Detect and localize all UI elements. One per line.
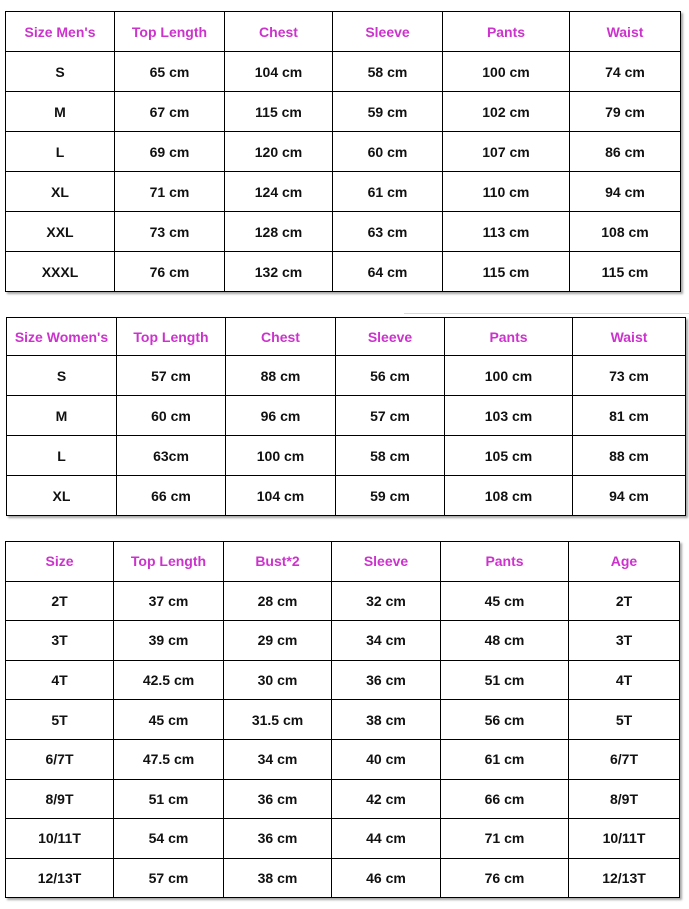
size-label-cell: M <box>6 92 115 132</box>
measurement-cell: 12/13T <box>569 858 680 898</box>
men-size-table <box>5 11 681 292</box>
measurement-cell: 51 cm <box>441 660 569 700</box>
column-header: Pants <box>441 542 569 582</box>
column-header: Size Men's <box>6 12 115 52</box>
measurement-cell: 60 cm <box>117 396 226 436</box>
measurement-cell: 104 cm <box>225 52 333 92</box>
measurement-cell: 73 cm <box>573 356 686 396</box>
header-row <box>6 542 680 582</box>
measurement-cell: 10/11T <box>569 819 680 859</box>
table-row <box>6 52 681 92</box>
measurement-cell: 66 cm <box>441 779 569 819</box>
measurement-cell: 108 cm <box>570 212 681 252</box>
measurement-cell: 30 cm <box>224 660 332 700</box>
measurement-cell: 47.5 cm <box>114 739 224 779</box>
column-header: Sleeve <box>333 12 443 52</box>
column-header: Pants <box>445 318 573 356</box>
measurement-cell: 63 cm <box>333 212 443 252</box>
measurement-cell: 57 cm <box>117 356 226 396</box>
measurement-cell: 115 cm <box>443 252 570 292</box>
measurement-cell: 100 cm <box>443 52 570 92</box>
measurement-cell: 110 cm <box>443 172 570 212</box>
measurement-cell: 36 cm <box>224 819 332 859</box>
column-header: Chest <box>226 318 336 356</box>
column-header: Sleeve <box>336 318 445 356</box>
column-header: Bust*2 <box>224 542 332 582</box>
measurement-cell: 61 cm <box>333 172 443 212</box>
measurement-cell: 132 cm <box>225 252 333 292</box>
measurement-cell: 45 cm <box>114 700 224 740</box>
measurement-cell: 56 cm <box>336 356 445 396</box>
size-label-cell: 10/11T <box>6 819 114 859</box>
size-label-cell: XL <box>7 476 117 516</box>
measurement-cell: 113 cm <box>443 212 570 252</box>
measurement-cell: 57 cm <box>114 858 224 898</box>
column-header: Pants <box>443 12 570 52</box>
measurement-cell: 96 cm <box>226 396 336 436</box>
table-row <box>7 476 686 516</box>
measurement-cell: 76 cm <box>115 252 225 292</box>
size-label-cell: M <box>7 396 117 436</box>
size-label-cell: XL <box>6 172 115 212</box>
column-header: Chest <box>225 12 333 52</box>
size-label-cell: 5T <box>6 700 114 740</box>
measurement-cell: 42.5 cm <box>114 660 224 700</box>
measurement-cell: 71 cm <box>441 819 569 859</box>
measurement-cell: 86 cm <box>570 132 681 172</box>
measurement-cell: 5T <box>569 700 680 740</box>
measurement-cell: 100 cm <box>226 436 336 476</box>
measurement-cell: 102 cm <box>443 92 570 132</box>
measurement-cell: 6/7T <box>569 739 680 779</box>
size-label-cell: 4T <box>6 660 114 700</box>
size-label-cell: 12/13T <box>6 858 114 898</box>
measurement-cell: 40 cm <box>332 739 441 779</box>
measurement-cell: 44 cm <box>332 819 441 859</box>
measurement-cell: 29 cm <box>224 621 332 661</box>
measurement-cell: 36 cm <box>224 779 332 819</box>
size-label-cell: XXXL <box>6 252 115 292</box>
measurement-cell: 59 cm <box>333 92 443 132</box>
measurement-cell: 88 cm <box>573 436 686 476</box>
header-row <box>6 12 681 52</box>
table-row <box>6 660 680 700</box>
measurement-cell: 34 cm <box>332 621 441 661</box>
size-label-cell: S <box>7 356 117 396</box>
size-label-cell: L <box>6 132 115 172</box>
size-label-cell: 8/9T <box>6 779 114 819</box>
header-row <box>7 318 686 356</box>
measurement-cell: 73 cm <box>115 212 225 252</box>
measurement-cell: 2T <box>569 581 680 621</box>
measurement-cell: 61 cm <box>441 739 569 779</box>
measurement-cell: 36 cm <box>332 660 441 700</box>
table-row <box>6 172 681 212</box>
size-label-cell: 3T <box>6 621 114 661</box>
table-row <box>6 700 680 740</box>
measurement-cell: 67 cm <box>115 92 225 132</box>
measurement-cell: 3T <box>569 621 680 661</box>
measurement-cell: 42 cm <box>332 779 441 819</box>
measurement-cell: 74 cm <box>570 52 681 92</box>
measurement-cell: 58 cm <box>336 436 445 476</box>
measurement-cell: 115 cm <box>225 92 333 132</box>
size-label-cell: XXL <box>6 212 115 252</box>
column-header: Top Length <box>117 318 226 356</box>
size-label-cell: 2T <box>6 581 114 621</box>
table-row <box>6 739 680 779</box>
measurement-cell: 94 cm <box>570 172 681 212</box>
column-header: Top Length <box>115 12 225 52</box>
measurement-cell: 100 cm <box>445 356 573 396</box>
measurement-cell: 115 cm <box>570 252 681 292</box>
women-size-table <box>6 317 686 516</box>
measurement-cell: 37 cm <box>114 581 224 621</box>
measurement-cell: 88 cm <box>226 356 336 396</box>
measurement-cell: 128 cm <box>225 212 333 252</box>
measurement-cell: 105 cm <box>445 436 573 476</box>
measurement-cell: 57 cm <box>336 396 445 436</box>
measurement-cell: 81 cm <box>573 396 686 436</box>
table-row <box>6 252 681 292</box>
measurement-cell: 38 cm <box>224 858 332 898</box>
column-header: Size <box>6 542 114 582</box>
measurement-cell: 108 cm <box>445 476 573 516</box>
size-label-cell: 6/7T <box>6 739 114 779</box>
column-header: Waist <box>573 318 686 356</box>
table-row <box>6 132 681 172</box>
column-header: Sleeve <box>332 542 441 582</box>
measurement-cell: 31.5 cm <box>224 700 332 740</box>
table-row <box>6 212 681 252</box>
measurement-cell: 48 cm <box>441 621 569 661</box>
measurement-cell: 64 cm <box>333 252 443 292</box>
divider-line <box>404 313 689 314</box>
table-row <box>6 92 681 132</box>
measurement-cell: 124 cm <box>225 172 333 212</box>
column-header: Waist <box>570 12 681 52</box>
measurement-cell: 94 cm <box>573 476 686 516</box>
measurement-cell: 38 cm <box>332 700 441 740</box>
measurement-cell: 39 cm <box>114 621 224 661</box>
measurement-cell: 56 cm <box>441 700 569 740</box>
table-row <box>7 396 686 436</box>
measurement-cell: 69 cm <box>115 132 225 172</box>
measurement-cell: 104 cm <box>226 476 336 516</box>
measurement-cell: 4T <box>569 660 680 700</box>
measurement-cell: 54 cm <box>114 819 224 859</box>
measurement-cell: 107 cm <box>443 132 570 172</box>
size-label-cell: S <box>6 52 115 92</box>
measurement-cell: 46 cm <box>332 858 441 898</box>
column-header: Top Length <box>114 542 224 582</box>
measurement-cell: 71 cm <box>115 172 225 212</box>
measurement-cell: 45 cm <box>441 581 569 621</box>
measurement-cell: 103 cm <box>445 396 573 436</box>
measurement-cell: 58 cm <box>333 52 443 92</box>
measurement-cell: 34 cm <box>224 739 332 779</box>
measurement-cell: 8/9T <box>569 779 680 819</box>
measurement-cell: 76 cm <box>441 858 569 898</box>
table-row <box>7 356 686 396</box>
measurement-cell: 65 cm <box>115 52 225 92</box>
table-row <box>6 858 680 898</box>
measurement-cell: 32 cm <box>332 581 441 621</box>
size-label-cell: L <box>7 436 117 476</box>
measurement-cell: 66 cm <box>117 476 226 516</box>
measurement-cell: 28 cm <box>224 581 332 621</box>
column-header: Size Women's <box>7 318 117 356</box>
measurement-cell: 63cm <box>117 436 226 476</box>
table-row <box>6 779 680 819</box>
table-row <box>6 581 680 621</box>
table-row <box>6 819 680 859</box>
column-header: Age <box>569 542 680 582</box>
table-row <box>7 436 686 476</box>
table-row <box>6 621 680 661</box>
measurement-cell: 51 cm <box>114 779 224 819</box>
measurement-cell: 59 cm <box>336 476 445 516</box>
measurement-cell: 60 cm <box>333 132 443 172</box>
measurement-cell: 120 cm <box>225 132 333 172</box>
measurement-cell: 79 cm <box>570 92 681 132</box>
kids-size-table <box>5 541 680 898</box>
